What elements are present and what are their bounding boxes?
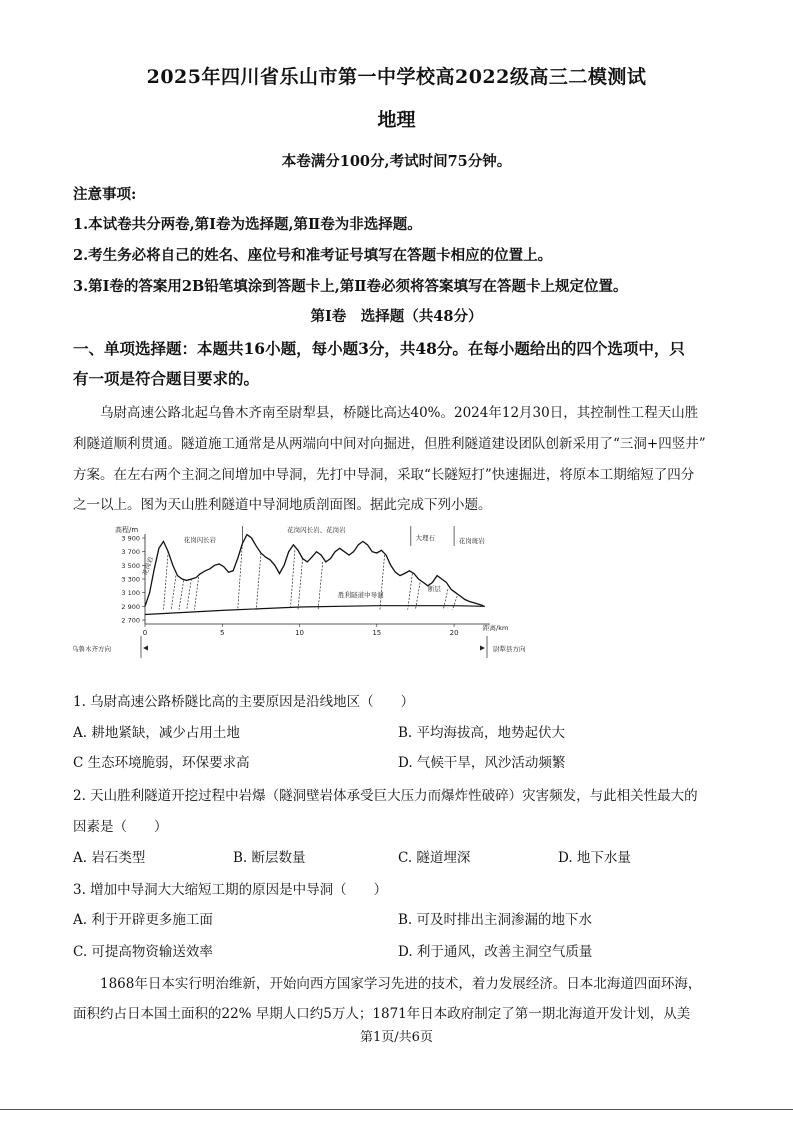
fault-line <box>194 574 199 610</box>
q2-stem-line1: 2. 天山胜利隧道开挖过程中岩爆（隧洞壁岩体承受巨大压力而爆炸性破碎）灾害频发，与此相关性最大的 <box>73 788 698 804</box>
annotation-granodiorite-granite: 花岗闪长岩、花岗岩 <box>287 526 346 534</box>
exam-title: 2025年四川省乐山市第一中学校高2022级高三二模测试 <box>146 66 647 88</box>
x-tick-label: 20 <box>449 629 459 637</box>
bottom-rule <box>0 1109 793 1110</box>
y-tick-label: 3 100 <box>121 589 140 598</box>
exam-info: 本卷满分100分,考试时间75分钟。 <box>281 153 512 170</box>
tunnel-line <box>145 606 485 615</box>
q2-option-c: C. 隧道埋深 <box>398 850 471 866</box>
fault-line <box>453 596 458 610</box>
q2-option-b: B. 断层数量 <box>233 850 306 866</box>
q3-option-c: C. 可提高物资输送效率 <box>73 944 213 960</box>
section-heading-line1: 一、单项选择题：本题共16小题，每小题3分，共48分。在每小题给出的四个选项中，只 <box>73 339 685 358</box>
y-tick-label: 2 700 <box>121 616 140 625</box>
x-tick-label: 5 <box>220 629 225 637</box>
fault-line <box>171 576 176 610</box>
q2-stem-line2: 因素是（ ） <box>73 819 168 835</box>
page-number: 第1页/共6页 <box>360 1030 433 1045</box>
left-direction-arrow <box>143 646 148 651</box>
y-tick-label: 3 300 <box>121 575 140 584</box>
x-tick-label: 10 <box>295 629 305 637</box>
x-axis-label: 距离/km <box>483 624 509 632</box>
y-axis-label: 高程/m <box>115 526 139 534</box>
section-heading-line2: 有一项是符合题目要求的。 <box>73 369 260 388</box>
x-tick-label: 0 <box>142 629 148 637</box>
q3-option-d: D. 利于通风，改善主洞空气质量 <box>398 944 593 960</box>
notice-item-3: 3.第Ⅰ卷的答案用2B铅笔填涂到答题卡上,第Ⅱ卷必须将答案填写在答题卡上规定位置。 <box>73 278 628 295</box>
annotation-granite-porphyry: 花岗斑岩 <box>458 537 485 545</box>
passage1-line2: 利隧道顺利贯通。隧道施工通常是从两端向中间对向掘进，但胜利隧道建设团队创新采用了“三洞+四竖井” <box>73 436 706 452</box>
fault-line <box>443 589 448 610</box>
passage2-line2: 面积约占日本国土面积的22% 早期人口约5万人；1871年日本政府制定了第一期北海道开发计划，从美 <box>73 1006 691 1022</box>
q2-option-d: D. 地下水量 <box>558 850 631 866</box>
passage1-line3: 方案。在左右两个主洞之间增加中导洞，先打中导洞，采取“长隧短打”快速掘进，将原本工期缩短了四分 <box>73 467 695 483</box>
q1-option-a: A. 耕地紧缺，减少占用土地 <box>73 725 240 741</box>
annotation-granite: 花岗岩 <box>140 555 156 577</box>
fault-line <box>380 555 385 610</box>
right-direction-arrow <box>480 646 485 651</box>
fault-line <box>238 543 243 609</box>
terrain-profile-line <box>145 535 484 607</box>
annotation-tunnel: 胜利隧道中导洞 <box>338 591 384 599</box>
notice-heading: 注意事项: <box>73 186 137 203</box>
passage1-line1: 乌尉高速公路北起乌鲁木齐南至尉犁县，桥隧比高达40%。2024年12月30日，其控制性工程天山胜 <box>73 405 699 421</box>
fault-line <box>318 562 323 610</box>
y-tick-label: 3 700 <box>121 548 140 557</box>
q3-option-b: B. 可及时排出主洞渗漏的地下水 <box>398 912 593 928</box>
q1-stem: 1. 乌尉高速公路桥隧比高的主要原因是沿线地区（ ） <box>73 694 415 710</box>
q1-option-b: B. 平均海拔高，地势起伏大 <box>398 725 566 741</box>
annotation-granodiorite: 花岗闪长岩 <box>183 536 217 544</box>
y-tick-label: 3 500 <box>121 561 140 570</box>
annotation-marble: 大理石 <box>415 534 435 542</box>
notice-item-2: 2.考生务必将自己的姓名、座位号和准考证号填写在答题卡相应的位置上。 <box>73 247 553 264</box>
q3-option-a: A. 利于开辟更多施工面 <box>73 912 213 928</box>
q3-stem: 3. 增加中导洞大大缩短工期的原因是中导洞（ ） <box>73 882 388 898</box>
direction-right-label: 尉犁县方向 <box>493 645 526 653</box>
part1-heading: 第Ⅰ卷 选择题（共48分） <box>310 308 483 325</box>
fault-line <box>179 580 184 609</box>
y-tick-label: 2 900 <box>121 602 140 611</box>
notice-item-1: 1.本试卷共分两卷,第Ⅰ卷为选择题,第Ⅱ卷为非选择题。 <box>73 216 422 233</box>
tunnel-profile-chart <box>60 518 530 660</box>
q1-option-d: D. 气候干旱，风沙活动频繁 <box>398 755 566 771</box>
fault-line <box>408 574 413 610</box>
annotation-fault: 断层 <box>427 585 441 593</box>
fault-line <box>256 553 261 610</box>
fault-line <box>164 552 169 610</box>
passage2-line1: 1868年日本实行明治维新，开始向西方国家学习先进的技术，着力发展经济。日本北海道四面环海， <box>73 976 702 992</box>
direction-left-label: 乌鲁木齐方向 <box>72 645 111 653</box>
q2-option-a: A. 岩石类型 <box>73 850 146 866</box>
fault-line <box>298 559 303 610</box>
y-tick-label: 3 900 <box>121 534 140 543</box>
subject-title: 地理 <box>377 109 416 131</box>
q1-option-c: C 生态环境脆弱，环保要求高 <box>73 755 250 771</box>
fault-line <box>290 550 295 609</box>
passage1-line4: 之一以上。图为天山胜利隧道中导洞地质剖面图。据此完成下列小题。 <box>73 497 492 513</box>
x-tick-label: 15 <box>372 629 382 637</box>
fault-line <box>187 579 192 610</box>
